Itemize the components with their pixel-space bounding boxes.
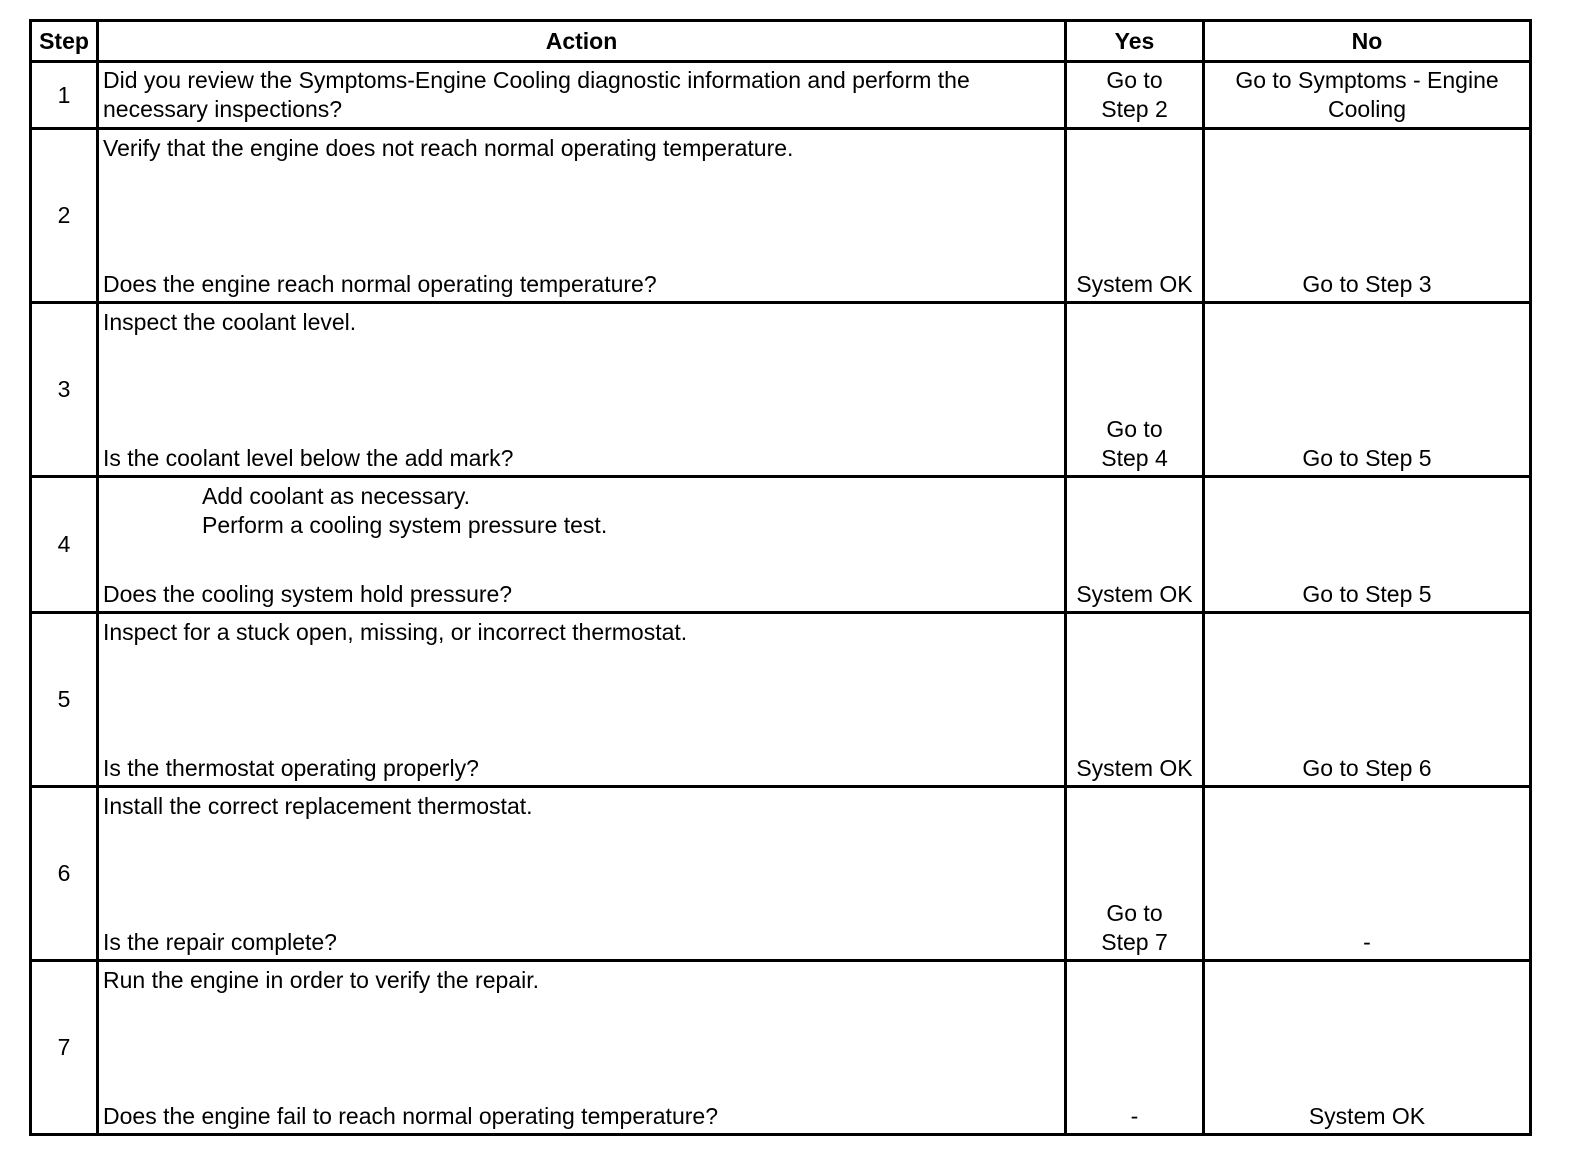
yes-cell xyxy=(1066,62,1204,129)
action-cell xyxy=(98,303,1066,477)
action-list xyxy=(103,478,1058,540)
question-text: Does the cooling system hold pressure? xyxy=(103,581,513,607)
no-cell xyxy=(1204,787,1531,961)
yes-cell xyxy=(1066,129,1204,303)
yes-text: Go to Step 4 xyxy=(1101,416,1168,471)
step-number: 2 xyxy=(31,129,98,303)
yes-cell xyxy=(1066,961,1204,1135)
yes-text: Go to Step 2 xyxy=(1101,67,1168,122)
action-text: Verify that the engine does not reach normal operating temperature. xyxy=(103,135,794,161)
step-number: 3 xyxy=(31,303,98,477)
no-text: Go to Step 3 xyxy=(1302,271,1432,297)
yes-text: - xyxy=(1130,1103,1139,1129)
no-text: Go to Step 5 xyxy=(1302,581,1432,607)
action-text: Did you review the Symptoms-Engine Cooling diagnostic information and perform the necessary inspections? xyxy=(103,67,970,122)
action-cell xyxy=(98,62,1066,129)
yes-text: System OK xyxy=(1076,271,1193,297)
step-number: 5 xyxy=(31,613,98,787)
question-text: Is the repair complete? xyxy=(103,929,337,955)
table-row xyxy=(31,129,1531,303)
no-text: System OK xyxy=(1308,1103,1426,1129)
table-row xyxy=(31,961,1531,1135)
table-row xyxy=(31,303,1531,477)
yes-cell xyxy=(1066,477,1204,613)
no-cell xyxy=(1204,477,1531,613)
yes-cell xyxy=(1066,787,1204,961)
action-line: Add coolant as necessary. xyxy=(202,483,471,509)
diagnostic-table xyxy=(29,19,1532,1136)
no-text: Go to Step 5 xyxy=(1302,445,1432,471)
action-cell xyxy=(98,477,1066,613)
header-no: No xyxy=(1204,21,1531,62)
no-cell xyxy=(1204,613,1531,787)
no-cell xyxy=(1204,129,1531,303)
step-number: 1 xyxy=(31,62,98,129)
header-row xyxy=(31,21,1531,62)
step-number: 4 xyxy=(31,477,98,613)
action-text: Inspect for a stuck open, missing, or incorrect thermostat. xyxy=(103,619,688,645)
action-cell xyxy=(98,613,1066,787)
action-cell xyxy=(98,787,1066,961)
no-text: Go to Symptoms - Engine Cooling xyxy=(1235,67,1499,122)
action-text: Install the correct replacement thermostat. xyxy=(103,793,533,819)
question-text: Does the engine reach normal operating temperature? xyxy=(103,271,657,297)
table-row xyxy=(31,477,1531,613)
action-cell xyxy=(98,129,1066,303)
header-yes: Yes xyxy=(1066,21,1204,62)
table-row xyxy=(31,613,1531,787)
yes-cell xyxy=(1066,613,1204,787)
no-cell xyxy=(1204,961,1531,1135)
yes-cell xyxy=(1066,303,1204,477)
no-cell xyxy=(1204,62,1531,129)
table-row xyxy=(31,62,1531,129)
action-text: Inspect the coolant level. xyxy=(103,309,357,335)
yes-text: Go to Step 7 xyxy=(1101,900,1168,955)
question-text: Is the coolant level below the add mark? xyxy=(103,445,514,471)
question-text: Does the engine fail to reach normal operating temperature? xyxy=(103,1103,718,1129)
no-text: Go to Step 6 xyxy=(1302,755,1432,781)
question-text: Is the thermostat operating properly? xyxy=(103,755,479,781)
yes-text: System OK xyxy=(1076,755,1193,781)
action-text: Run the engine in order to verify the repair. xyxy=(103,967,539,993)
yes-text: System OK xyxy=(1076,581,1193,607)
no-cell xyxy=(1204,303,1531,477)
action-cell xyxy=(98,961,1066,1135)
header-action: Action xyxy=(98,21,1066,62)
step-number: 6 xyxy=(31,787,98,961)
no-text: - xyxy=(1363,929,1371,955)
table-row xyxy=(31,787,1531,961)
step-number: 7 xyxy=(31,961,98,1135)
header-step: Step xyxy=(31,21,98,62)
action-line: Perform a cooling system pressure test. xyxy=(202,512,608,538)
